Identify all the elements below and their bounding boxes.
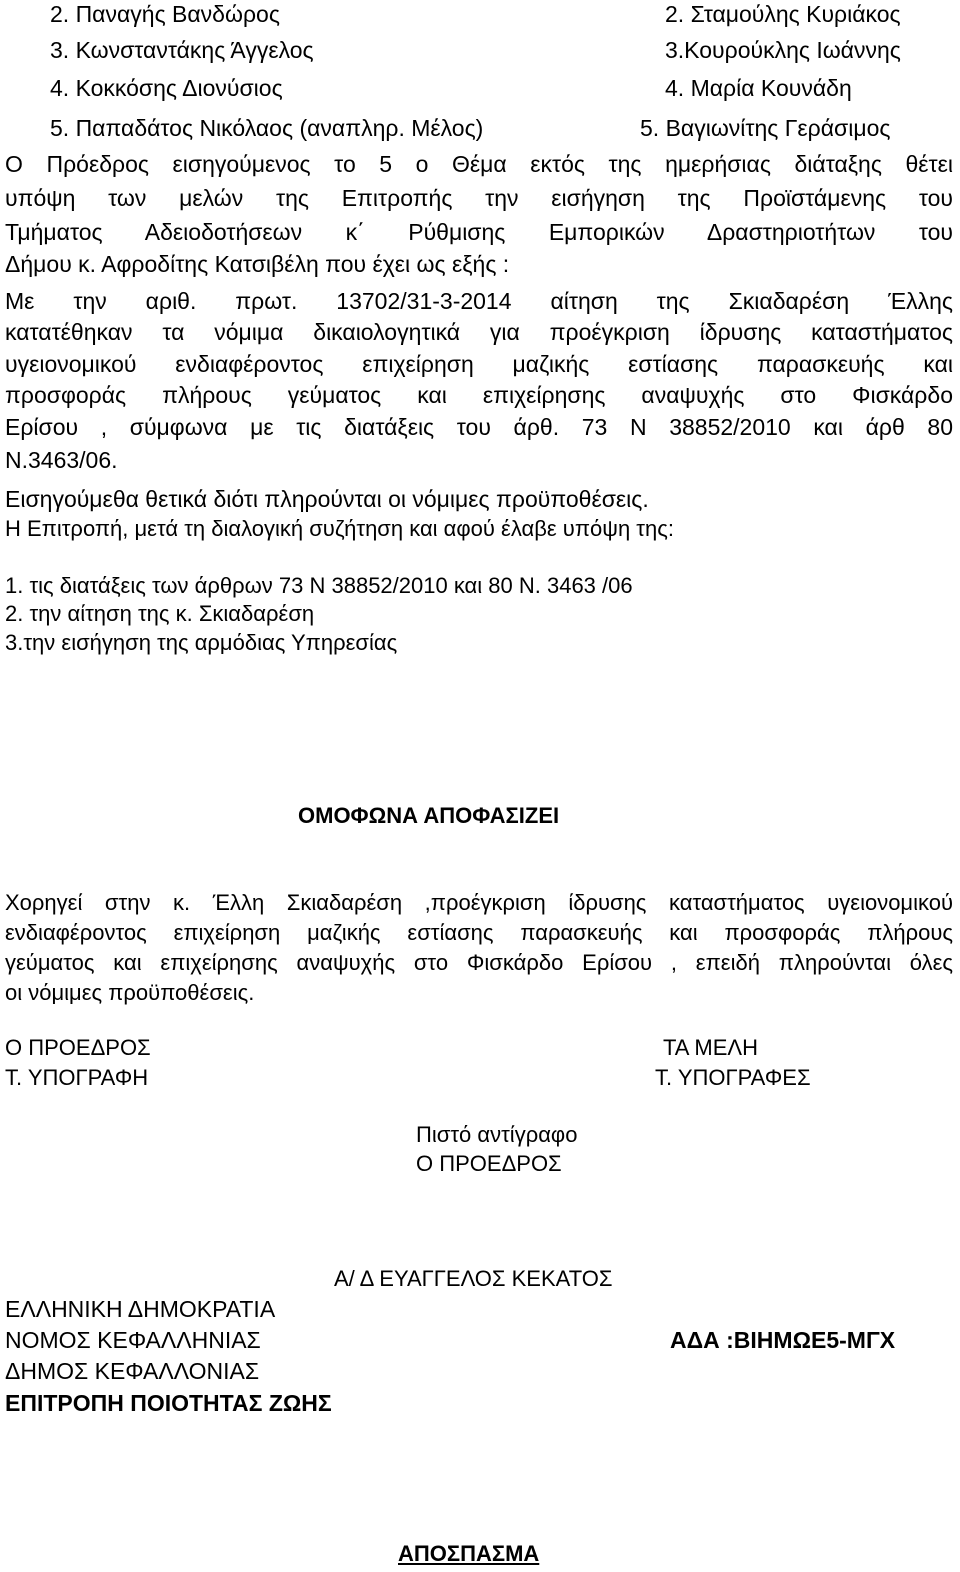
certified-copy: Πιστό αντίγραφο: [416, 1122, 578, 1147]
application-line-5: Ερίσου , σύμφωνα με τις διατάξεις του άρθ. 73 Ν 38852/2010 και άρθ 80: [5, 414, 953, 440]
president-title: Ο ΠΡΟΕΔΡΟΣ: [5, 1035, 151, 1060]
member-right-4: 4. Μαρία Κουνάδη: [665, 75, 852, 101]
decision-line-4: οι νόμιμες προϋποθέσεις.: [5, 980, 255, 1005]
committee-line: Η Επιτροπή, μετά τη διαλογική συζήτηση και αφού έλαβε υπόψη της:: [5, 516, 674, 541]
certified-president: Ο ΠΡΟΕΔΡΟΣ: [416, 1151, 562, 1176]
consideration-2: 2. την αίτηση της κ. Σκιαδαρέση: [5, 601, 315, 626]
header-line-2: ΝΟΜΟΣ ΚΕΦΑΛΛΗΝΙΑΣ: [5, 1327, 261, 1353]
signer-name: Α/ Δ ΕΥΑΓΓΕΛΟΣ ΚΕΚΑΤΟΣ: [334, 1266, 613, 1291]
members-title: ΤΑ ΜΕΛΗ: [663, 1035, 758, 1060]
member-right-5: 5. Βαγιωνίτης Γεράσιμος: [640, 115, 891, 141]
intro-line-1: Ο Πρόεδρος εισηγούμενος το 5 ο Θέμα εκτός της ημερήσιας διάταξης θέτει: [5, 151, 953, 177]
header-line-4: ΕΠΙΤΡΟΠΗ ΠΟΙΟΤΗΤΑΣ ΖΩΗΣ: [5, 1390, 332, 1416]
recommendation: Εισηγούμεθα θετικά διότι πληρούνται οι νόμιμες προϋποθέσεις.: [5, 486, 649, 512]
ada-code: ΑΔΑ :ΒΙΗΜΩΕ5-ΜΓΧ: [670, 1327, 896, 1353]
member-left-5: 5. Παπαδάτος Νικόλαος (αναπληρ. Μέλος): [50, 115, 484, 141]
member-left-2: 2. Παναγής Βανδώρος: [50, 1, 280, 27]
header-line-3: ΔΗΜΟΣ ΚΕΦΑΛΛΟΝΙΑΣ: [5, 1358, 260, 1384]
application-line-6: Ν.3463/06.: [5, 447, 118, 473]
application-line-2: κατατέθηκαν τα νόμιμα δικαιολογητικά για προέγκριση ίδρυσης καταστήματος: [5, 319, 953, 345]
decision-line-2: ενδιαφέροντος επιχείρηση μαζικής εστίασης παρασκευής και προσφοράς πλήρους: [5, 920, 953, 945]
intro-line-2: υπόψη των μελών της Επιτροπής την εισήγηση της Προϊστάμενης του: [5, 185, 953, 211]
members-signature: Τ. ΥΠΟΓΡΑΦΕΣ: [655, 1065, 811, 1090]
intro-line-4: Δήμου κ. Αφροδίτης Κατσιβέλη που έχει ως εξής :: [5, 251, 510, 277]
document-title: ΑΠΟΣΠΑΣΜΑ: [398, 1541, 540, 1566]
member-right-2: 2. Σταμούλης Κυριάκος: [665, 1, 901, 27]
application-line-1: Με την αριθ. πρωτ. 13702/31-3-2014 αίτηση της Σκιαδαρέση Έλλης: [5, 288, 953, 314]
decision-line-3: γεύματος και επιχείρησης αναψυχής στο Φισκάρδο Ερίσου , επειδή πληρούνται όλες: [5, 950, 953, 975]
application-line-4: προσφοράς πλήρους γεύματος και επιχείρησης αναψυχής στο Φισκάρδο: [5, 382, 953, 408]
consideration-3: 3.την εισήγηση της αρμόδιας Υπηρεσίας: [5, 630, 398, 655]
application-line-3: υγειονομικού ενδιαφέροντος επιχείρηση μαζικής εστίασης παρασκευής και: [5, 351, 953, 377]
member-right-3: 3.Κουρούκλης Ιωάννης: [665, 37, 901, 63]
member-left-3: 3. Κωνσταντάκης Άγγελος: [50, 37, 314, 63]
header-line-1: ΕΛΛΗΝΙΚΗ ΔΗΜΟΚΡΑΤΙΑ: [5, 1296, 276, 1322]
consideration-1: 1. τις διατάξεις των άρθρων 73 Ν 38852/2010 και 80 Ν. 3463 /06: [5, 573, 633, 598]
member-left-4: 4. Κοκκόσης Διονύσιος: [50, 75, 283, 101]
intro-line-3: Τμήματος Αδειοδοτήσεων κ΄ Ρύθμισης Εμπορικών Δραστηριοτήτων του: [5, 219, 953, 245]
president-signature: Τ. ΥΠΟΓΡΑΦΗ: [5, 1065, 149, 1090]
decision-line-1: Χορηγεί στην κ. Έλλη Σκιαδαρέση ,προέγκριση ίδρυσης καταστήματος υγειονομικού: [5, 890, 953, 915]
decision-heading: ΟΜΟΦΩΝΑ ΑΠΟΦΑΣΙΖΕΙ: [298, 803, 560, 828]
